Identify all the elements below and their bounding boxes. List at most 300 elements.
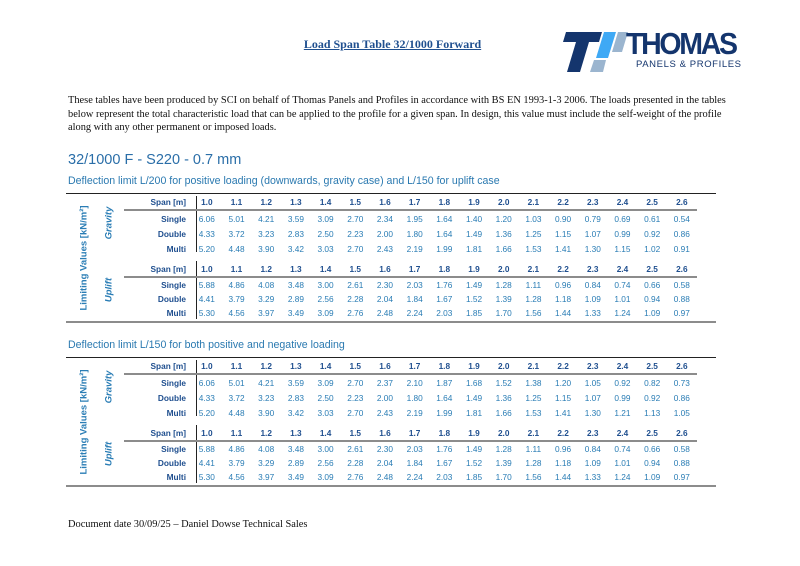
load-value: 1.05 (673, 408, 690, 418)
span-label: Span [m] (150, 361, 186, 371)
thomas-logo (562, 26, 757, 74)
load-value: 4.48 (228, 408, 245, 418)
load-value: 1.20 (555, 378, 572, 388)
row-label: Single (161, 214, 186, 224)
load-value: 1.15 (555, 229, 572, 239)
span-header-row (124, 426, 697, 442)
span-value: 2.0 (497, 428, 510, 438)
load-value: 1.20 (495, 214, 512, 224)
uplift-group (102, 261, 716, 319)
load-value: 4.86 (228, 444, 245, 454)
span-value: 2.5 (646, 428, 658, 438)
load-span-table-2 (66, 357, 716, 487)
load-value: 1.30 (584, 408, 601, 418)
span-value: 1.2 (260, 428, 272, 438)
load-value: 1.09 (644, 308, 661, 318)
table-row (124, 292, 697, 306)
span-value: 1.7 (408, 264, 421, 274)
load-value: 2.43 (376, 408, 394, 418)
load-value: 1.28 (495, 280, 512, 290)
load-value: 2.70 (347, 214, 364, 224)
load-value: 3.23 (258, 229, 275, 239)
span-value: 1.5 (349, 264, 362, 274)
load-value: 2.56 (317, 458, 334, 468)
load-value: 1.07 (584, 229, 601, 239)
load-value: 1.36 (495, 393, 512, 403)
load-value: 1.39 (495, 458, 512, 468)
load-value: 0.94 (644, 458, 661, 468)
table-row (124, 306, 697, 320)
load-value: 4.41 (198, 294, 215, 304)
row-label: Single (161, 444, 186, 454)
row-label: Multi (166, 472, 186, 482)
load-value: 1.02 (644, 244, 661, 254)
load-value: 1.95 (406, 214, 423, 224)
load-value: 1.53 (525, 408, 542, 418)
load-value: 1.80 (406, 393, 423, 403)
load-value: 0.86 (673, 393, 690, 403)
load-value: 0.58 (673, 444, 690, 454)
span-value: 1.7 (408, 197, 421, 207)
load-value: 1.28 (495, 444, 512, 454)
load-value: 0.88 (673, 458, 690, 468)
load-value: 1.25 (525, 229, 542, 239)
load-value: 0.66 (644, 444, 661, 454)
span-value: 2.2 (557, 428, 569, 438)
row-label: Multi (166, 408, 186, 418)
span-value: 1.1 (230, 428, 243, 438)
load-value: 1.85 (465, 472, 483, 482)
load-value: 3.09 (317, 472, 334, 482)
table-row (124, 212, 697, 226)
load-value: 2.23 (347, 393, 364, 403)
span-value: 1.2 (260, 264, 272, 274)
span-value: 2.2 (557, 264, 569, 274)
span-value: 1.2 (260, 361, 272, 371)
row-label: Double (157, 458, 186, 468)
span-value: 1.5 (349, 197, 362, 207)
span-value: 1.8 (438, 197, 451, 207)
load-value: 4.41 (198, 458, 215, 468)
load-value: 5.88 (198, 444, 215, 454)
load-value: 3.97 (258, 308, 275, 318)
load-value: 2.48 (376, 308, 394, 318)
logo-tagline: PANELS & PROFILES (636, 59, 742, 70)
span-value: 1.0 (201, 197, 213, 207)
load-value: 1.81 (465, 244, 483, 254)
load-value: 1.39 (495, 294, 512, 304)
load-value: 0.94 (644, 294, 661, 304)
table-row (124, 442, 697, 456)
load-value: 3.00 (317, 280, 334, 290)
load-value: 1.76 (436, 444, 453, 454)
load-value: 1.87 (436, 378, 453, 388)
load-value: 3.59 (287, 214, 304, 224)
side-label: Limiting Values [kN/m²] (78, 204, 90, 311)
load-value: 0.58 (673, 280, 690, 290)
span-value: 1.4 (319, 428, 332, 438)
load-value: 1.80 (406, 229, 423, 239)
load-value: 2.48 (376, 472, 394, 482)
load-value: 1.15 (614, 244, 631, 254)
load-value: 3.09 (317, 378, 334, 388)
span-value: 2.4 (616, 264, 629, 274)
load-value: 1.09 (584, 294, 601, 304)
load-value: 3.42 (287, 408, 304, 418)
load-value: 1.38 (525, 378, 542, 388)
load-value: 1.76 (436, 280, 453, 290)
span-label: Span [m] (150, 428, 186, 438)
load-value: 2.70 (347, 244, 364, 254)
load-value: 2.76 (347, 308, 364, 318)
load-value: 1.25 (525, 393, 542, 403)
load-value: 1.64 (436, 214, 453, 224)
span-label: Span [m] (150, 197, 186, 207)
load-value: 2.00 (376, 393, 394, 403)
load-value: 2.04 (376, 294, 394, 304)
span-value: 2.1 (527, 197, 540, 207)
load-value: 2.61 (347, 280, 364, 290)
load-value: 2.76 (347, 472, 364, 482)
load-value: 1.24 (614, 308, 631, 318)
span-value: 2.6 (676, 361, 688, 371)
group-label-cell (102, 261, 116, 319)
span-header-row (124, 359, 697, 375)
load-value: 0.91 (673, 244, 690, 254)
span-value: 2.6 (676, 428, 688, 438)
span-value: 2.5 (646, 197, 658, 207)
load-value: 5.20 (198, 408, 215, 418)
table-2-subtitle: Deflection limit L/150 for both positive and negative loading (68, 339, 345, 351)
load-value: 1.49 (465, 280, 483, 290)
load-value: 1.18 (555, 458, 572, 468)
load-value: 2.70 (347, 378, 364, 388)
load-value: 5.30 (198, 472, 215, 482)
load-value: 1.15 (555, 393, 572, 403)
table-row (124, 227, 697, 241)
span-value: 2.0 (497, 361, 510, 371)
load-value: 1.28 (525, 458, 542, 468)
load-value: 2.34 (376, 214, 394, 224)
load-value: 1.41 (555, 244, 572, 254)
load-value: 2.61 (347, 444, 364, 454)
load-value: 1.66 (495, 408, 512, 418)
load-value: 0.88 (673, 294, 690, 304)
load-value: 2.83 (287, 229, 304, 239)
load-value: 1.09 (584, 458, 601, 468)
load-value: 0.84 (584, 280, 601, 290)
load-value: 3.09 (317, 308, 334, 318)
load-value: 3.59 (287, 378, 304, 388)
load-value: 2.28 (347, 458, 364, 468)
load-value: 1.18 (555, 294, 572, 304)
load-value: 2.24 (406, 472, 423, 482)
span-value: 1.3 (290, 361, 302, 371)
table-row (124, 391, 697, 405)
span-value: 1.9 (468, 428, 480, 438)
span-value: 1.9 (468, 361, 480, 371)
span-value: 1.4 (319, 361, 332, 371)
load-value: 1.70 (495, 308, 512, 318)
load-value: 1.33 (584, 308, 601, 318)
load-value: 2.04 (376, 458, 394, 468)
span-value: 1.6 (379, 428, 391, 438)
load-value: 0.92 (614, 378, 631, 388)
span-value: 1.0 (201, 264, 213, 274)
load-value: 1.41 (555, 408, 572, 418)
load-value: 1.44 (555, 472, 572, 482)
load-value: 2.03 (406, 444, 423, 454)
table-1-subtitle: Deflection limit L/200 for positive loading (downwards, gravity case) and L/150 for uplift case (68, 175, 500, 187)
span-value: 2.2 (557, 197, 569, 207)
load-value: 3.97 (258, 472, 275, 482)
group-label-cell (102, 358, 116, 416)
load-value: 4.56 (228, 308, 245, 318)
load-value: 0.97 (673, 308, 690, 318)
load-value: 2.23 (347, 229, 364, 239)
load-value: 1.30 (584, 244, 601, 254)
span-value: 2.5 (646, 264, 658, 274)
load-value: 3.48 (287, 280, 304, 290)
load-value: 1.64 (436, 393, 453, 403)
span-value: 1.8 (438, 264, 451, 274)
load-value: 5.88 (198, 280, 215, 290)
load-value: 3.49 (287, 472, 304, 482)
side-label-cell (66, 194, 102, 321)
load-value: 5.01 (228, 378, 245, 388)
load-value: 1.01 (614, 458, 631, 468)
load-value: 1.64 (436, 229, 453, 239)
load-value: 2.50 (317, 393, 334, 403)
load-value: 2.37 (376, 378, 394, 388)
group-label: Gravity (103, 206, 115, 240)
load-value: 3.48 (287, 444, 304, 454)
span-value: 1.0 (201, 361, 213, 371)
load-value: 4.56 (228, 472, 245, 482)
load-value: 0.96 (555, 444, 572, 454)
load-value: 3.72 (228, 393, 245, 403)
span-value: 1.7 (408, 428, 421, 438)
load-value: 0.61 (644, 214, 661, 224)
load-value: 0.96 (555, 280, 572, 290)
load-value: 0.66 (644, 280, 661, 290)
span-value: 1.8 (438, 361, 451, 371)
row-label: Multi (166, 308, 186, 318)
load-value: 4.86 (228, 280, 245, 290)
load-value: 0.92 (644, 229, 661, 239)
load-value: 2.03 (406, 280, 423, 290)
load-value: 3.49 (287, 308, 304, 318)
row-label: Single (161, 280, 186, 290)
span-value: 1.1 (230, 264, 243, 274)
span-value: 2.3 (587, 197, 599, 207)
load-value: 1.13 (644, 408, 661, 418)
span-value: 2.3 (587, 361, 599, 371)
load-value: 1.56 (525, 472, 542, 482)
load-value: 2.00 (376, 229, 394, 239)
load-value: 1.21 (614, 408, 631, 418)
load-value: 3.90 (258, 408, 275, 418)
load-value: 1.03 (525, 214, 542, 224)
load-value: 5.01 (228, 214, 245, 224)
load-value: 0.84 (584, 444, 601, 454)
span-value: 1.5 (349, 361, 362, 371)
load-value: 2.03 (436, 308, 453, 318)
span-value: 1.1 (230, 361, 243, 371)
group-label-cell (102, 425, 116, 483)
load-value: 4.21 (258, 378, 275, 388)
load-value: 1.81 (465, 408, 483, 418)
load-value: 0.54 (673, 214, 690, 224)
span-value: 1.5 (349, 428, 362, 438)
load-value: 6.06 (198, 214, 215, 224)
load-value: 1.84 (406, 458, 423, 468)
span-value: 2.6 (676, 264, 688, 274)
span-value: 2.4 (616, 197, 629, 207)
side-label-cell (66, 358, 102, 485)
load-value: 0.69 (614, 214, 631, 224)
row-label: Multi (166, 244, 186, 254)
load-value: 3.09 (317, 214, 334, 224)
load-value: 6.06 (198, 378, 215, 388)
load-value: 1.49 (465, 229, 483, 239)
span-value: 2.3 (587, 264, 599, 274)
span-header-row (124, 262, 697, 278)
table-row (124, 278, 697, 292)
intro-paragraph: These tables have been produced by SCI on behalf of Thomas Panels and Profiles in accordance with BS EN 1993-1-3 2006. The loads presented in the tables below represent the total characteristic load that can be applied to the profile for a given span. In design, this value must include the self-weight of the profile along with any other permanent or imposed loads. (68, 95, 726, 134)
load-value: 4.33 (198, 393, 215, 403)
load-value: 2.89 (287, 458, 304, 468)
load-value: 1.52 (465, 458, 483, 468)
product-heading: 32/1000 F - S220 - 0.7 mm (68, 152, 242, 168)
table-row (124, 470, 697, 484)
load-value: 0.99 (614, 229, 631, 239)
load-value: 2.10 (406, 378, 423, 388)
load-value: 1.28 (525, 294, 542, 304)
load-value: 2.30 (376, 280, 394, 290)
load-value: 2.50 (317, 229, 334, 239)
span-value: 1.1 (230, 197, 243, 207)
load-value: 3.23 (258, 393, 275, 403)
load-value: 0.74 (614, 444, 631, 454)
load-value: 3.29 (258, 458, 275, 468)
load-value: 1.84 (406, 294, 423, 304)
span-label: Span [m] (150, 264, 186, 274)
load-value: 1.24 (614, 472, 631, 482)
span-value: 1.6 (379, 361, 391, 371)
load-value: 3.72 (228, 229, 245, 239)
load-value: 4.08 (258, 444, 275, 454)
load-value: 2.89 (287, 294, 304, 304)
load-value: 0.73 (673, 378, 690, 388)
span-value: 2.0 (497, 197, 510, 207)
load-value: 1.05 (584, 378, 601, 388)
side-label: Limiting Values [kN/m²] (78, 368, 90, 475)
span-value: 2.6 (676, 197, 688, 207)
load-value: 3.42 (287, 244, 304, 254)
load-value: 0.74 (614, 280, 631, 290)
load-value: 2.56 (317, 294, 334, 304)
load-value: 2.19 (406, 244, 423, 254)
span-value: 1.4 (319, 197, 332, 207)
uplift-group (102, 425, 716, 483)
document-title: Load Span Table 32/1000 Forward (303, 37, 482, 51)
load-value: 1.67 (436, 294, 453, 304)
span-value: 2.1 (527, 361, 540, 371)
load-value: 1.67 (436, 458, 453, 468)
load-value: 0.82 (644, 378, 661, 388)
group-label: Gravity (103, 370, 115, 404)
span-value: 1.6 (379, 264, 391, 274)
span-value: 1.4 (319, 264, 332, 274)
table-row (124, 406, 697, 420)
span-header-row (124, 195, 697, 211)
load-value: 1.99 (436, 244, 453, 254)
load-value: 5.20 (198, 244, 215, 254)
load-value: 1.44 (555, 308, 572, 318)
load-value: 1.52 (495, 378, 512, 388)
load-value: 1.36 (495, 229, 512, 239)
load-value: 2.30 (376, 444, 394, 454)
load-value: 1.07 (584, 393, 601, 403)
load-value: 3.90 (258, 244, 275, 254)
load-value: 3.79 (228, 294, 245, 304)
gravity-group (102, 194, 716, 252)
span-value: 2.0 (497, 264, 510, 274)
logo-mark-icon (562, 30, 628, 74)
load-value: 1.09 (644, 472, 661, 482)
load-value: 0.99 (614, 393, 631, 403)
span-value: 1.2 (260, 197, 272, 207)
group-label: Uplift (103, 277, 115, 303)
load-value: 4.08 (258, 280, 275, 290)
load-value: 1.56 (525, 308, 542, 318)
load-value: 4.21 (258, 214, 275, 224)
load-value: 1.66 (495, 244, 512, 254)
row-label: Double (157, 294, 186, 304)
load-value: 1.52 (465, 294, 483, 304)
span-value: 1.7 (408, 361, 421, 371)
load-value: 5.30 (198, 308, 215, 318)
load-value: 0.97 (673, 472, 690, 482)
load-value: 1.99 (436, 408, 453, 418)
load-value: 2.19 (406, 408, 423, 418)
load-value: 4.33 (198, 229, 215, 239)
span-value: 2.3 (587, 428, 599, 438)
span-value: 2.5 (646, 361, 658, 371)
load-value: 3.79 (228, 458, 245, 468)
load-value: 1.49 (465, 393, 483, 403)
load-value: 3.29 (258, 294, 275, 304)
load-value: 1.68 (465, 378, 483, 388)
load-value: 0.79 (584, 214, 601, 224)
load-value: 1.49 (465, 444, 483, 454)
span-value: 1.6 (379, 197, 391, 207)
span-value: 2.2 (557, 361, 569, 371)
load-value: 1.40 (465, 214, 483, 224)
gravity-group (102, 358, 716, 416)
span-value: 2.4 (616, 361, 629, 371)
span-value: 2.4 (616, 428, 629, 438)
load-value: 1.53 (525, 244, 542, 254)
span-value: 1.3 (290, 197, 302, 207)
load-value: 2.24 (406, 308, 423, 318)
load-value: 1.11 (525, 280, 542, 290)
load-value: 2.83 (287, 393, 304, 403)
load-value: 0.90 (555, 214, 572, 224)
span-value: 2.1 (527, 264, 540, 274)
table-row (124, 376, 697, 390)
